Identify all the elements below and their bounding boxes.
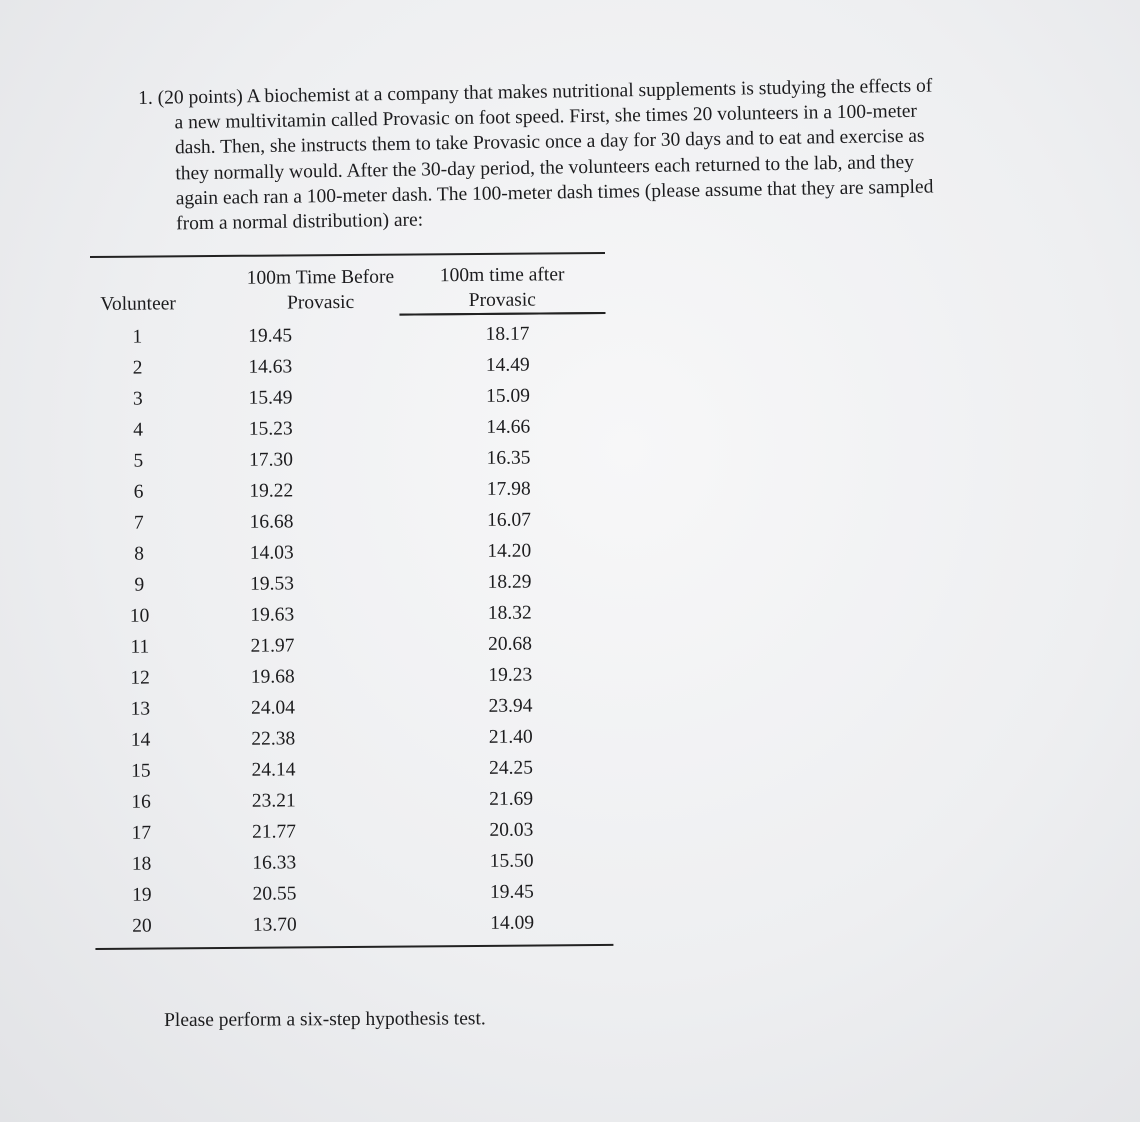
table-row <box>90 313 605 353</box>
table-row <box>94 814 609 849</box>
table-row <box>93 659 608 694</box>
volunteer-cell: 13 <box>130 698 151 720</box>
instruction-text: Please perform a six-step hypothesis test. <box>164 1008 486 1031</box>
table-row <box>91 380 606 415</box>
table-row <box>92 566 607 601</box>
volunteer-cell: 16 <box>131 791 151 813</box>
before-time-cell: 21.97 <box>250 635 295 657</box>
after-time-cell: 21.40 <box>488 726 533 748</box>
header-after-line1: 100m time after <box>439 264 565 287</box>
before-time-cell: 16.33 <box>252 852 297 874</box>
volunteer-cell: 12 <box>130 667 150 689</box>
after-time-cell: 14.20 <box>487 540 532 562</box>
table-row <box>93 597 608 632</box>
table-row <box>94 721 609 756</box>
volunteer-cell: 4 <box>133 419 144 441</box>
before-time-cell: 24.14 <box>251 759 296 781</box>
after-time-cell: 14.49 <box>485 354 530 376</box>
before-time-cell: 19.22 <box>249 480 294 502</box>
after-time-cell: 16.07 <box>486 509 532 531</box>
header-after-line2: Provasic <box>468 289 537 312</box>
volunteer-cell: 18 <box>131 853 152 875</box>
after-time-cell: 21.69 <box>489 788 534 810</box>
data-table-container <box>90 252 610 950</box>
data-table <box>90 252 610 942</box>
volunteer-cell: 14 <box>130 729 151 751</box>
after-time-cell: 24.25 <box>488 757 533 779</box>
after-time-cell: 15.50 <box>489 850 534 872</box>
after-time-cell: 19.23 <box>488 664 533 686</box>
before-time-cell: 19.53 <box>250 573 295 595</box>
problem-line: a new multivitamin called Provasic on foot speed. First, she times 20 volunteers in a 100-meter <box>174 100 918 134</box>
problem-statement <box>138 72 1045 237</box>
volunteer-cell: 20 <box>132 915 152 937</box>
volunteer-cell: 7 <box>133 512 144 534</box>
table-row <box>92 504 607 539</box>
after-time-cell: 18.17 <box>485 323 530 345</box>
before-time-cell: 16.68 <box>249 511 294 533</box>
problem-line: from a normal distribution) are: <box>176 209 424 235</box>
problem-line: 1. (20 points) A biochemist at a company that makes nutritional supplements is studying the effects of <box>138 75 933 109</box>
after-time-cell: 15.09 <box>486 385 531 407</box>
after-time-cell: 19.45 <box>489 881 534 903</box>
before-time-cell: 23.21 <box>251 790 296 812</box>
table-row <box>91 411 606 446</box>
volunteer-cell: 9 <box>134 574 145 596</box>
table-row <box>94 752 609 787</box>
volunteer-cell: 6 <box>133 481 144 503</box>
header-volunteer <box>90 257 242 317</box>
header-before-line2: Provasic <box>286 291 355 314</box>
table-row <box>94 783 609 818</box>
volunteer-cell: 8 <box>134 543 145 565</box>
before-time-cell: 15.49 <box>248 387 293 409</box>
volunteer-cell: 15 <box>130 760 151 782</box>
table-row <box>92 473 607 508</box>
header-after <box>399 254 605 315</box>
volunteer-cell: 19 <box>131 884 152 906</box>
before-time-cell: 19.45 <box>248 324 293 347</box>
after-time-cell: 20.03 <box>489 819 534 841</box>
before-time-cell: 20.55 <box>252 883 297 905</box>
before-time-cell: 13.70 <box>252 914 297 936</box>
table-row <box>95 845 610 880</box>
before-time-cell: 17.30 <box>249 449 294 471</box>
volunteer-cell: 3 <box>132 388 143 410</box>
volunteer-cell: 11 <box>130 636 150 658</box>
problem-line: again each ran a 100-meter dash. The 100-meter dash times (please assume that they are sampled <box>175 176 934 210</box>
before-time-cell: 19.68 <box>250 666 295 688</box>
before-time-cell: 15.23 <box>248 418 293 440</box>
before-time-cell: 21.77 <box>251 821 297 843</box>
problem-line: dash. Then, she instructs them to take Provasic once a day for 30 days and to eat and exercise as <box>174 126 925 159</box>
table-row <box>95 907 610 942</box>
table-row <box>91 442 606 477</box>
before-time-cell: 19.63 <box>250 604 295 626</box>
before-time-cell: 14.03 <box>249 542 294 564</box>
after-time-cell: 16.35 <box>486 447 531 469</box>
after-time-cell: 17.98 <box>486 478 531 500</box>
volunteer-cell: 10 <box>129 605 150 627</box>
table-bottom-rule <box>95 944 613 950</box>
after-time-cell: 18.29 <box>487 571 532 593</box>
header-volunteer-label: Volunteer <box>100 293 176 315</box>
after-time-cell: 23.94 <box>488 695 533 717</box>
problem-line: they normally would. After the 30-day period, the volunteers each returned to the lab, and they <box>175 151 915 185</box>
after-time-cell: 20.68 <box>487 633 533 655</box>
table-row <box>93 690 608 725</box>
volunteer-cell: 2 <box>132 357 143 379</box>
before-time-cell: 24.04 <box>250 697 296 719</box>
table-row <box>95 876 610 911</box>
before-time-cell: 22.38 <box>251 728 296 750</box>
table-body <box>90 313 610 942</box>
after-time-cell: 14.66 <box>486 416 531 438</box>
volunteer-cell: 1 <box>132 326 143 348</box>
after-time-cell: 14.09 <box>490 912 535 934</box>
table-row <box>93 628 608 663</box>
volunteer-cell: 17 <box>131 822 152 844</box>
table-row <box>92 535 607 570</box>
before-time-cell: 14.63 <box>248 356 293 378</box>
after-time-cell: 18.32 <box>487 602 532 624</box>
header-before <box>242 256 400 316</box>
header-before-line1: 100m Time Before <box>246 266 395 289</box>
table-row <box>91 349 606 384</box>
volunteer-cell: 5 <box>133 450 144 472</box>
